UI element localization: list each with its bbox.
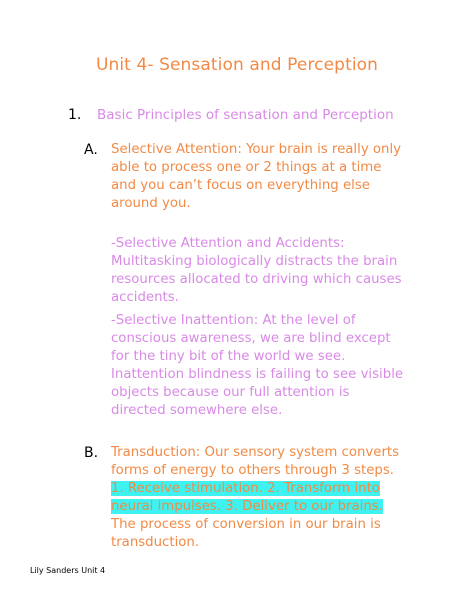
section-heading: Basic Principles of sensation and Perception <box>97 107 394 123</box>
transduction-line-6: transduction. <box>111 535 200 550</box>
transduction-paragraph <box>111 444 421 552</box>
transduction-line-5: The process of conversion in our brain is <box>111 517 381 532</box>
highlighted-steps-line-1: 1. Receive stimulation. 2. Transform into <box>111 481 380 496</box>
list-letter-b: B. <box>84 445 99 461</box>
list-letter-a: A. <box>84 142 98 158</box>
selective-attention-paragraph: Selective Attention: Your brain is really only able to process one or 2 things at a time and you can’t focus on everything else around you. <box>111 142 402 211</box>
transduction-line-2: forms of energy to others through 3 steps. <box>111 463 394 478</box>
attention-accidents-paragraph: -Selective Attention and Accidents: Multitasking biologically distracts the brain resources allocated to driving which causes accidents. <box>111 236 402 305</box>
transduction-line-1: Transduction: Our sensory system converts <box>111 445 400 460</box>
highlighted-steps-line-2: neural impulses. 3. Deliver to our brains. <box>111 499 383 514</box>
page-footer: Lily Sanders Unit 4 <box>30 566 106 575</box>
selective-inattention-paragraph: -Selective Inattention: At the level of conscious awareness, we are blind except for the tiny bit of the world we see. Inattention blindness is failing to see visible objects because our full attention is directed somewhere else. <box>111 313 404 418</box>
page-title: Unit 4- Sensation and Perception <box>95 55 379 75</box>
list-number-1: 1. <box>68 107 82 123</box>
